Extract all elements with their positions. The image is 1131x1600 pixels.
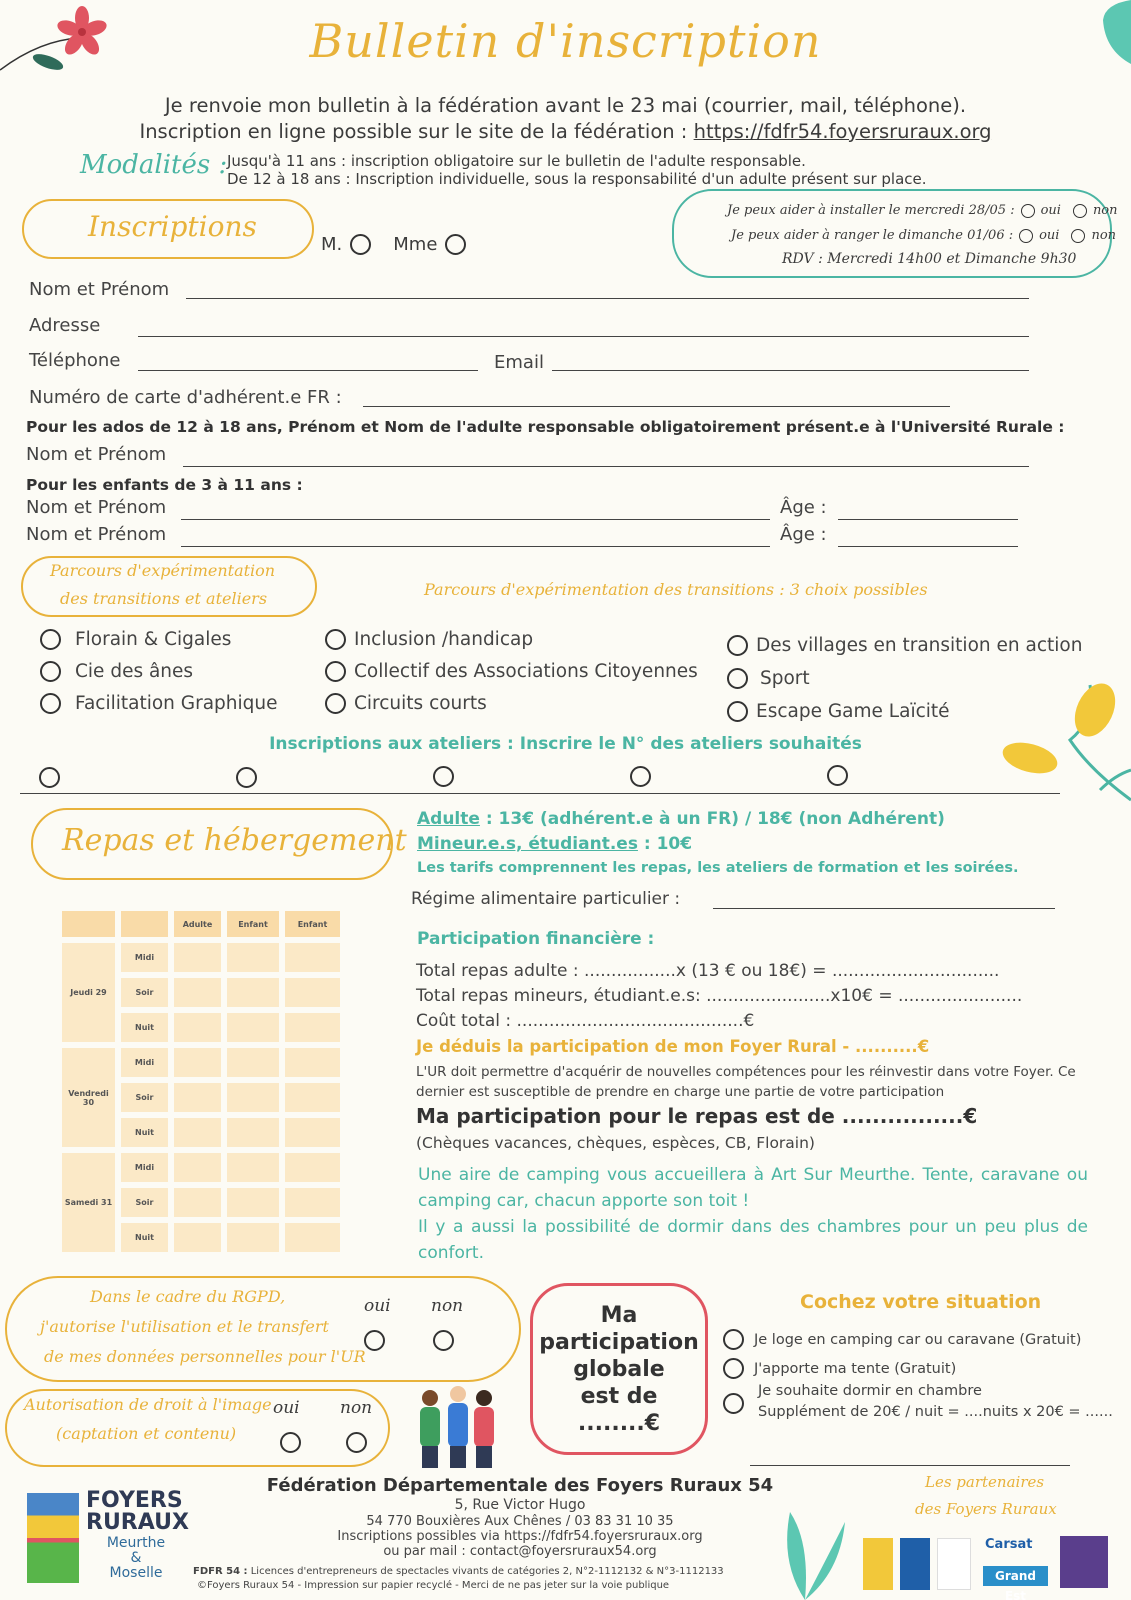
situation-option-chambre[interactable] — [723, 1393, 744, 1414]
partner-republique-logo — [937, 1538, 971, 1590]
regime-field[interactable] — [713, 908, 1055, 909]
partner-prevention-logo — [1060, 1536, 1108, 1588]
situation-chambre-text: Je souhaite dormir en chambre — [758, 1383, 982, 1399]
parcours-radio[interactable] — [40, 629, 61, 650]
globale-line: ........€ — [577, 1411, 661, 1436]
telephone-label: Téléphone — [29, 350, 121, 371]
meal-cell[interactable] — [285, 1153, 340, 1182]
logo-line: RURAUX — [86, 1510, 189, 1535]
slot-cell: Soir — [121, 1083, 168, 1112]
parcours-option[interactable] — [40, 693, 278, 714]
atelier-radio[interactable] — [433, 766, 454, 787]
day-cell: Jeudi 29 — [62, 943, 115, 1042]
parcours-option-label: Collectif des Associations Citoyennes — [354, 661, 698, 682]
help-install-row — [727, 203, 1118, 218]
help-install-text: Je peux aider à installer le mercredi 28/05 : — [727, 203, 1015, 218]
civility-mme-radio[interactable] — [445, 234, 466, 255]
enfant1-nom-field[interactable] — [181, 519, 770, 520]
footer-address-3: Inscriptions possibles via https://fdfr54.foyersruraux.org — [337, 1529, 703, 1544]
situation-radio[interactable] — [723, 1358, 744, 1379]
camping-text-2: Il y a aussi la possibilité de dormir dans des chambres pour un peu plus de confort. — [418, 1217, 1088, 1263]
enfant2-age-label: Âge : — [780, 524, 827, 545]
atelier-radio[interactable] — [827, 765, 848, 786]
globale-line: participation — [539, 1330, 699, 1355]
meal-cell[interactable] — [285, 1083, 340, 1112]
inscriptions-label: Inscriptions — [88, 210, 257, 243]
mineur-label: Mineur.e.s, étudiant.es — [417, 834, 638, 854]
situation-option-camping[interactable] — [723, 1329, 1081, 1350]
partner-meurthe-moselle-logo — [863, 1538, 893, 1590]
logo-subtitle — [96, 1536, 176, 1581]
situation-title: Cochez votre situation — [800, 1291, 1042, 1313]
intro-line-2 — [0, 120, 1131, 143]
modalites-line-2: De 12 à 18 ans : Inscription individuelle, sous la responsabilité d'un adulte présent sur place. — [227, 170, 927, 188]
image-non-radio[interactable] — [346, 1432, 367, 1453]
parcours-option[interactable] — [727, 701, 1082, 722]
meal-cell[interactable] — [285, 1048, 340, 1077]
telephone-field[interactable] — [138, 370, 478, 371]
parcours-radio[interactable] — [727, 668, 748, 689]
parcours-option-label: Circuits courts — [354, 693, 487, 714]
federation-name: Fédération Départementale des Foyers Ruraux 54 — [266, 1475, 774, 1496]
logo-line: & — [130, 1550, 142, 1566]
image-non[interactable] — [346, 1432, 367, 1453]
enfant1-age-label: Âge : — [780, 497, 827, 518]
parcours-col-1 — [40, 629, 278, 714]
mineur-price: : 10€ — [637, 834, 693, 854]
situation-line — [750, 1465, 1070, 1466]
slot-cell: Nuit — [121, 1223, 168, 1252]
camping-text-1: Une aire de camping vous accueillera à Art Sur Meurthe. Tente, caravane ou camping car, chacun apporte son toit ! — [418, 1165, 1088, 1211]
atelier-slot[interactable] — [433, 766, 454, 787]
federation-link[interactable]: https://fdfr54.foyersruraux.org — [693, 120, 992, 143]
enfant1-age-field[interactable] — [838, 519, 1018, 520]
image-non-label: non — [340, 1398, 373, 1418]
parcours-radio[interactable] — [325, 661, 346, 682]
foyers-ruraux-logo-icon — [27, 1493, 79, 1583]
email-label: Email — [494, 352, 544, 373]
parcours-radio[interactable] — [727, 701, 748, 722]
meal-table — [56, 905, 346, 1258]
rdv-text: RDV : Mercredi 14h00 et Dimanche 9h30 — [782, 251, 1077, 267]
slot-cell: Midi — [121, 1048, 168, 1077]
logo-line: FOYERS — [86, 1488, 183, 1513]
meal-cell[interactable] — [174, 1118, 221, 1147]
ados-note: Pour les ados de 12 à 18 ans, Prénom et Nom de l'adulte responsable obligatoirement présent.e à l'Université Rurale : — [26, 418, 1065, 436]
atelier-radio[interactable] — [236, 767, 257, 788]
intro-line-2-text: Inscription en ligne possible sur le site de la fédération : — [139, 120, 694, 143]
parcours-option-label: Sport — [760, 668, 810, 689]
footer-address-2: 54 770 Bouxières Aux Chênes / 03 83 31 10 35 — [366, 1514, 674, 1529]
situation-label: J'apporte ma tente (Gratuit) — [754, 1360, 957, 1377]
meal-cell[interactable] — [285, 1188, 340, 1217]
slot-cell: Nuit — [121, 1118, 168, 1147]
parcours-radio[interactable] — [325, 629, 346, 650]
situation-option-tente[interactable] — [723, 1358, 956, 1379]
copyright: ©Foyers Ruraux 54 - Impression sur papier recyclé - Merci de ne pas jeter sur la voie publique — [197, 1580, 670, 1591]
intro-line-1: Je renvoie mon bulletin à la fédération avant le 23 mai (courrier, mail, téléphone). — [164, 94, 967, 117]
rgpd-text-1: Dans le cadre du RGPD, — [90, 1287, 286, 1306]
meal-cell[interactable] — [174, 1223, 221, 1252]
slot-cell: Soir — [121, 1188, 168, 1217]
help-ranger-oui-radio[interactable] — [1019, 229, 1033, 243]
moyens-paiement: (Chèques vacances, chèques, espèces, CB, Florain) — [416, 1134, 815, 1152]
help-ranger-text: Je peux aider à ranger le dimanche 01/06 : — [731, 228, 1014, 243]
globale-line: globale — [573, 1357, 665, 1382]
image-rights-text-1: Autorisation de droit à l'image — [24, 1395, 272, 1414]
licence-line — [193, 1566, 724, 1577]
table-header: Enfant — [227, 911, 279, 937]
situation-chambre-supplement: Supplément de 20€ / nuit = ....nuits x 20€ = ...... — [758, 1404, 1113, 1420]
enfant1-nom-label: Nom et Prénom — [26, 497, 167, 518]
enfants-note: Pour les enfants de 3 à 11 ans : — [26, 476, 303, 494]
enfant2-age-field[interactable] — [838, 546, 1018, 547]
enfant2-nom-label: Nom et Prénom — [26, 524, 167, 545]
nom-prenom-field[interactable] — [186, 298, 1029, 299]
rgpd-non-label: non — [431, 1296, 464, 1316]
partners-title-1: Les partenaires — [925, 1473, 1045, 1491]
rgpd-non[interactable] — [433, 1330, 454, 1351]
cout-total: Coût total : ..........................................€ — [416, 1011, 755, 1031]
ateliers-title: Inscriptions aux ateliers : Inscrire le N° des ateliers souhaités — [269, 734, 862, 754]
enfant2-nom-field[interactable] — [181, 546, 770, 547]
partner-carsat-logo: Carsat — [985, 1537, 1033, 1552]
meal-cell[interactable] — [227, 1153, 279, 1182]
adulte-responsable-label: Nom et Prénom — [26, 444, 167, 465]
footer-address-4: ou par mail : contact@foyersruraux54.org — [383, 1544, 657, 1559]
parcours-option[interactable] — [40, 629, 278, 650]
adulte-price-line — [417, 809, 945, 829]
adresse-field[interactable] — [138, 336, 1029, 337]
day-cell: Samedi 31 — [62, 1153, 115, 1252]
parcours-option[interactable] — [325, 693, 698, 714]
meal-cell[interactable] — [174, 1013, 221, 1042]
globale-line: Ma — [600, 1303, 638, 1328]
email-field[interactable] — [552, 370, 1029, 371]
rgpd-oui[interactable] — [364, 1330, 385, 1351]
tarifs-note: Les tarifs comprennent les repas, les ateliers de formation et les soirées. — [417, 860, 1019, 876]
parcours-option[interactable] — [727, 668, 1082, 689]
logo-line: Moselle — [109, 1565, 163, 1581]
parcours-radio[interactable] — [40, 693, 61, 714]
meal-cell[interactable] — [285, 978, 340, 1007]
civility-m-label: M. — [321, 234, 343, 255]
teal-leaf-bottom — [760, 1482, 850, 1600]
help-ranger-row — [731, 228, 1116, 243]
help-install-non-label: non — [1092, 203, 1118, 218]
situation-radio[interactable] — [723, 1393, 744, 1414]
table-corner — [121, 911, 168, 937]
image-oui-radio[interactable] — [280, 1432, 301, 1453]
help-ranger-oui-label: oui — [1039, 228, 1060, 243]
parcours-option-label: Escape Game Laïcité — [756, 701, 950, 722]
atelier-slot[interactable] — [39, 767, 60, 788]
total-mineurs: Total repas mineurs, étudiant.e.s: .......................x10€ = ....................... — [416, 986, 1023, 1006]
atelier-radio[interactable] — [39, 767, 60, 788]
regime-label: Régime alimentaire particulier : — [411, 889, 681, 909]
parcours-option[interactable] — [727, 635, 1082, 656]
meal-cell[interactable] — [227, 978, 279, 1007]
logo-line: Meurthe — [106, 1535, 166, 1551]
people-illustration — [408, 1380, 508, 1470]
modalites-label: Modalités : — [80, 150, 228, 180]
carte-field[interactable] — [363, 406, 950, 407]
day-cell: Vendredi 30 — [62, 1048, 115, 1147]
meal-cell[interactable] — [285, 1223, 340, 1252]
meal-cell[interactable] — [174, 978, 221, 1007]
repas-label: Repas et hébergement — [62, 823, 407, 858]
meal-cell[interactable] — [174, 943, 221, 972]
meal-cell[interactable] — [227, 1118, 279, 1147]
slot-cell: Soir — [121, 978, 168, 1007]
meal-cell[interactable] — [227, 1223, 279, 1252]
nom-prenom-label: Nom et Prénom — [29, 279, 170, 300]
meal-cell[interactable] — [174, 1188, 221, 1217]
parcours-option-label: Inclusion /handicap — [354, 629, 534, 650]
table-header: Enfant — [285, 911, 340, 937]
mineur-price-line — [417, 834, 692, 854]
slot-cell: Midi — [121, 1153, 168, 1182]
parcours-subtitle: Parcours d'expérimentation des transitions : 3 choix possibles — [424, 580, 928, 599]
adulte-price: : 13€ (adhérent.e à un FR) / 18€ (non Adhérent) — [479, 809, 945, 829]
rgpd-text-2: j'autorise l'utilisation et le transfert — [40, 1317, 329, 1336]
carte-label: Numéro de carte d'adhérent.e FR : — [29, 387, 342, 408]
licence-text: Licences d'entrepreneurs de spectacles vivants de catégories 2, N°2-1112132 & N°3-1112133 — [250, 1566, 724, 1577]
atelier-radio[interactable] — [630, 766, 651, 787]
parcours-col-3 — [727, 635, 1082, 722]
parcours-option[interactable] — [325, 661, 698, 682]
meal-cell[interactable] — [227, 1048, 279, 1077]
image-oui-label: oui — [273, 1398, 300, 1418]
globale-line: est de — [580, 1384, 658, 1409]
situation-radio[interactable] — [723, 1329, 744, 1350]
finance-title: Participation financière : — [417, 929, 655, 949]
parcours-option-label: Cie des ânes — [75, 661, 194, 682]
ur-note: L'UR doit permettre d'acquérir de nouvelles compétences pour les réinvestir dans votre Foyer. Ce dernier est susceptible de prendre en charge une partie de votre participation — [416, 1064, 1076, 1100]
help-install-non-radio[interactable] — [1073, 204, 1087, 218]
deduis-line: Je déduis la participation de mon Foyer Rural - ..........€ — [416, 1037, 930, 1056]
adulte-responsable-field[interactable] — [183, 466, 1029, 467]
partner-caf-logo — [900, 1538, 930, 1590]
parcours-radio[interactable] — [40, 661, 61, 682]
rgpd-oui-label: oui — [364, 1296, 391, 1316]
meal-cell[interactable] — [174, 1083, 221, 1112]
civility-mme-label: Mme — [393, 234, 438, 255]
meal-cell[interactable] — [227, 1083, 279, 1112]
help-install-oui-label: oui — [1040, 203, 1061, 218]
parcours-label-1: Parcours d'expérimentation — [50, 561, 276, 580]
meal-cell[interactable] — [285, 1118, 340, 1147]
total-adulte: Total repas adulte : .................x (13 € ou 18€) = ............................... — [416, 961, 1000, 981]
image-rights-text-2: (captation et contenu) — [56, 1424, 237, 1443]
globale-text — [530, 1302, 708, 1437]
adulte-label: Adulte — [417, 809, 480, 829]
table-corner — [62, 911, 115, 937]
image-oui[interactable] — [280, 1432, 301, 1453]
meal-cell[interactable] — [227, 1013, 279, 1042]
parcours-option[interactable] — [325, 629, 698, 650]
meal-cell[interactable] — [174, 1048, 221, 1077]
meal-cell[interactable] — [285, 1013, 340, 1042]
parcours-option-label: Des villages en transition en action — [756, 635, 1083, 656]
civility-group — [321, 234, 466, 255]
parcours-label-2: des transitions et ateliers — [60, 589, 268, 608]
parcours-radio[interactable] — [727, 635, 748, 656]
parcours-col-2 — [325, 629, 698, 714]
meal-cell[interactable] — [285, 943, 340, 972]
footer-address-1: 5, Rue Victor Hugo — [454, 1497, 586, 1513]
parcours-option[interactable] — [40, 661, 278, 682]
parcours-radio[interactable] — [325, 693, 346, 714]
partner-grandest-logo: Grand Est — [983, 1566, 1048, 1586]
atelier-slot[interactable] — [827, 765, 848, 786]
partners-title-2: des Foyers Ruraux — [915, 1500, 1057, 1518]
licence-label: FDFR 54 : — [193, 1566, 248, 1577]
page-title: Bulletin d'inscription — [309, 14, 822, 68]
ma-participation-repas: Ma participation pour le repas est de ................€ — [416, 1104, 978, 1128]
help-ranger-non-radio[interactable] — [1071, 229, 1085, 243]
civility-m-radio[interactable] — [350, 234, 371, 255]
modalites-line-1: Jusqu'à 11 ans : inscription obligatoire sur le bulletin de l'adulte responsable. — [227, 152, 806, 170]
table-header: Adulte — [174, 911, 221, 937]
situation-label: Je loge en camping car ou caravane (Gratuit) — [754, 1331, 1082, 1348]
parcours-option-label: Facilitation Graphique — [75, 693, 278, 714]
atelier-slot[interactable] — [236, 767, 257, 788]
meal-cell[interactable] — [227, 943, 279, 972]
slot-cell: Nuit — [121, 1013, 168, 1042]
help-ranger-non-label: non — [1091, 228, 1117, 243]
logo-text — [86, 1490, 189, 1534]
meal-cell[interactable] — [174, 1153, 221, 1182]
parcours-option-label: Florain & Cigales — [75, 629, 232, 650]
ateliers-line[interactable] — [20, 793, 1060, 794]
rgpd-text-3: de mes données personnelles pour l'UR — [44, 1347, 366, 1366]
rgpd-oui-radio[interactable] — [364, 1330, 385, 1351]
atelier-slot[interactable] — [630, 766, 651, 787]
slot-cell: Midi — [121, 943, 168, 972]
meal-cell[interactable] — [227, 1188, 279, 1217]
rgpd-non-radio[interactable] — [433, 1330, 454, 1351]
adresse-label: Adresse — [29, 315, 101, 336]
help-install-oui-radio[interactable] — [1021, 204, 1035, 218]
